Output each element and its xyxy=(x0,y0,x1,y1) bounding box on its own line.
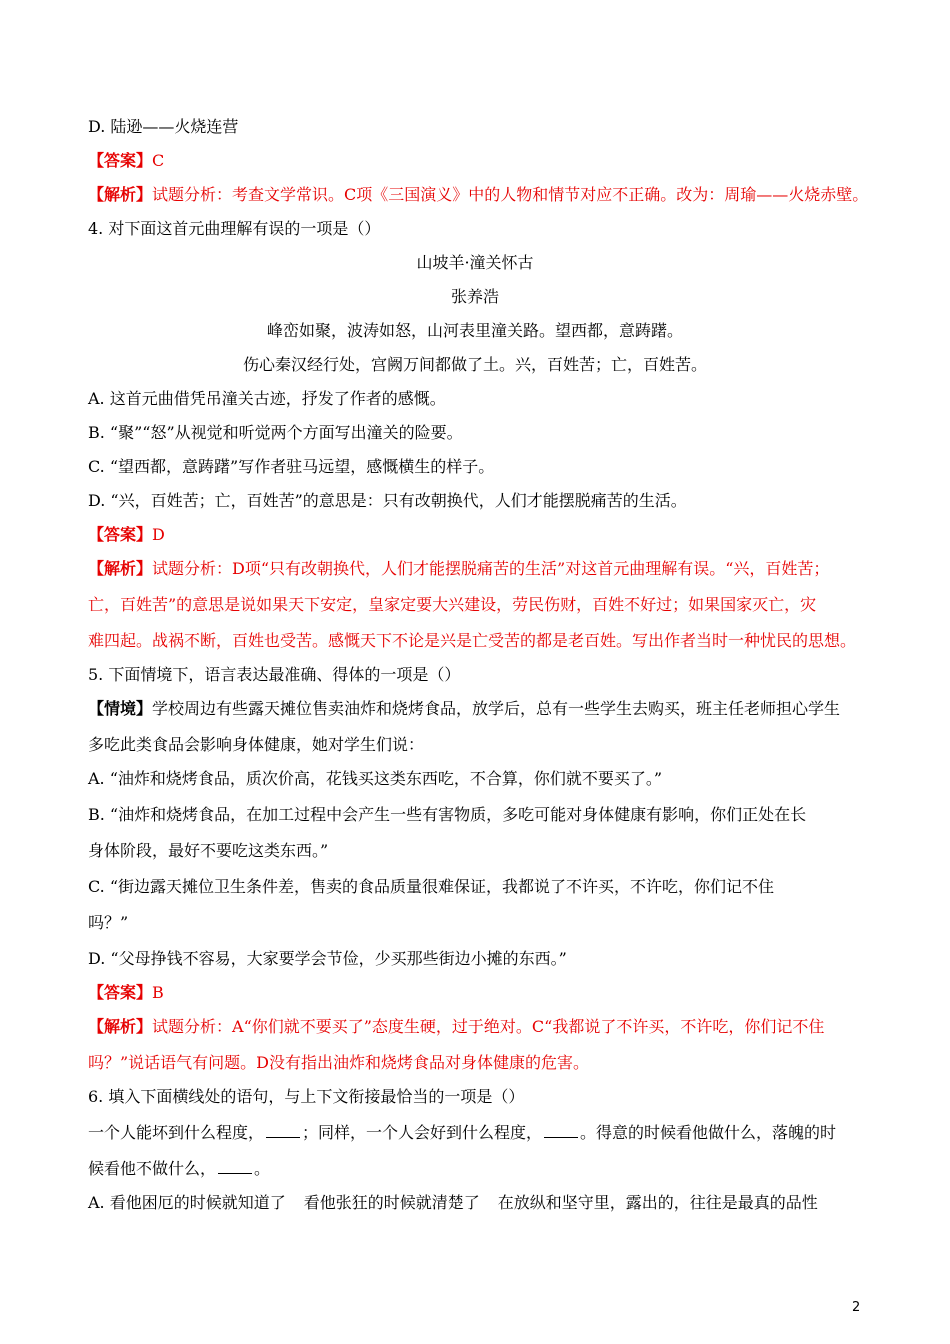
q5-option-a: A. “油炸和烧烤食品，质次价高，花钱买这类东西吃，不合算，你们就不要买了。” xyxy=(88,769,663,788)
option-part: 看他张狂的时候就清楚了 xyxy=(303,1193,480,1212)
poem-title: 山坡羊·潼关怀古 xyxy=(416,253,534,272)
q5-context-cont: 多吃此类食品会影响身体健康，她对学生们说： xyxy=(88,735,425,754)
answer-value: B xyxy=(152,983,164,1002)
fill-blank xyxy=(544,1123,578,1138)
analysis-label: 【解析】 xyxy=(88,185,153,204)
analysis-text: 试题分析：A“你们就不要买了”态度生硬，过于绝对。C“我都说了不许买，不许吃，你们记不住 xyxy=(152,1017,825,1036)
q5-analysis-cont: 吗？”说话语气有问题。D没有指出油炸和烧烤食品对身体健康的危害。 xyxy=(88,1053,590,1072)
q5-option-d: D. “父母挣钱不容易，大家要学会节俭，少买那些街边小摊的东西。” xyxy=(88,949,567,968)
q4-option-b: B. “聚”“怒”从视觉和听觉两个方面写出潼关的险要。 xyxy=(88,423,463,442)
analysis-label: 【解析】 xyxy=(88,559,153,578)
answer-value: D xyxy=(152,525,165,544)
q4-stem: 4. 对下面这首元曲理解有误的一项是（） xyxy=(88,219,381,238)
q5-option-b: B. “油炸和烧烤食品，在加工过程中会产生一些有害物质，多吃可能对身体健康有影响，你们正处在长 xyxy=(88,805,807,824)
q5-stem: 5. 下面情境下，语言表达最准确、得体的一项是（） xyxy=(88,665,461,684)
q4-answer xyxy=(88,524,165,546)
q6-text-part: 。得意的时候看他做什么，落魄的时 xyxy=(580,1123,837,1142)
fill-blank xyxy=(266,1123,300,1138)
q3-analysis xyxy=(88,184,868,206)
q4-analysis xyxy=(88,558,829,580)
option-part: A. 看他困厄的时候就知道了 xyxy=(88,1193,286,1212)
poem-line: 伤心秦汉经行处，宫阙万间都做了土。兴，百姓苦；亡，百姓苦。 xyxy=(242,355,707,374)
option-part: 在放纵和坚守里，露出的，往往是最真的品性 xyxy=(497,1193,818,1212)
q6-option-a xyxy=(88,1192,818,1214)
context-label: 【情境】 xyxy=(88,699,153,718)
poem-line: 峰峦如聚，波涛如怒，山河表里潼关路。望西都，意踌躇。 xyxy=(266,321,683,340)
answer-label: 【答案】 xyxy=(88,983,153,1002)
q6-text-cont xyxy=(88,1158,270,1180)
q5-option-c: C. “街边露天摊位卫生条件差，售卖的食品质量很难保证，我都说了不许买，不许吃，你们记不住 xyxy=(88,877,775,896)
analysis-label: 【解析】 xyxy=(88,1017,153,1036)
analysis-text: 试题分析：考查文学常识。C项《三国演义》中的人物和情节对应不正确。改为：周瑜——火烧赤壁。 xyxy=(152,185,869,204)
analysis-text: 试题分析：D项“只有改朝换代，人们才能摆脱痛苦的生活”对这首元曲理解有误。“兴，百姓苦； xyxy=(152,559,830,578)
q6-text-part: ；同样，一个人会好到什么程度， xyxy=(302,1123,543,1142)
q5-context xyxy=(88,698,840,720)
q5-analysis xyxy=(88,1016,824,1038)
answer-value: C xyxy=(152,151,165,170)
q6-text-part: 候看他不做什么， xyxy=(88,1159,217,1178)
q3-option-d: D. 陆逊——火烧连营 xyxy=(88,117,239,136)
q4-analysis-cont: 亡，百姓苦”的意思是说如果天下安定，皇家定要大兴建设，劳民伤财，百姓不好过；如果国家灭亡，灾 xyxy=(88,595,817,614)
q4-analysis-cont: 难四起。战祸不断，百姓也受苦。感慨天下不论是兴是亡受苦的都是老百姓。写出作者当时一种忧民的思想。 xyxy=(88,631,857,650)
q4-option-c: C. “望西都，意踌躇”写作者驻马远望，感慨横生的样子。 xyxy=(88,457,495,476)
q6-stem: 6. 填入下面横线处的语句，与上下文衔接最恰当的一项是（） xyxy=(88,1087,525,1106)
q6-text xyxy=(88,1122,836,1144)
q5-answer xyxy=(88,982,164,1004)
answer-label: 【答案】 xyxy=(88,525,153,544)
page-number: 2 xyxy=(852,1300,861,1315)
q6-text-part: 一个人能坏到什么程度， xyxy=(88,1123,265,1142)
q4-option-d: D. “兴，百姓苦；亡，百姓苦”的意思是：只有改朝换代，人们才能摆脱痛苦的生活。 xyxy=(88,491,687,510)
poem-author: 张养浩 xyxy=(450,287,499,306)
q5-option-c-cont: 吗？” xyxy=(88,913,129,932)
q3-answer xyxy=(88,150,164,172)
answer-label: 【答案】 xyxy=(88,151,153,170)
q5-option-b-cont: 身体阶段，最好不要吃这类东西。” xyxy=(88,841,329,860)
q6-text-part: 。 xyxy=(254,1159,271,1178)
context-text: 学校周边有些露天摊位售卖油炸和烧烤食品，放学后，总有一些学生去购买，班主任老师担心学生 xyxy=(152,699,841,718)
fill-blank xyxy=(218,1159,252,1174)
q4-option-a: A. 这首元曲借凭吊潼关古迹，抒发了作者的感慨。 xyxy=(88,389,446,408)
